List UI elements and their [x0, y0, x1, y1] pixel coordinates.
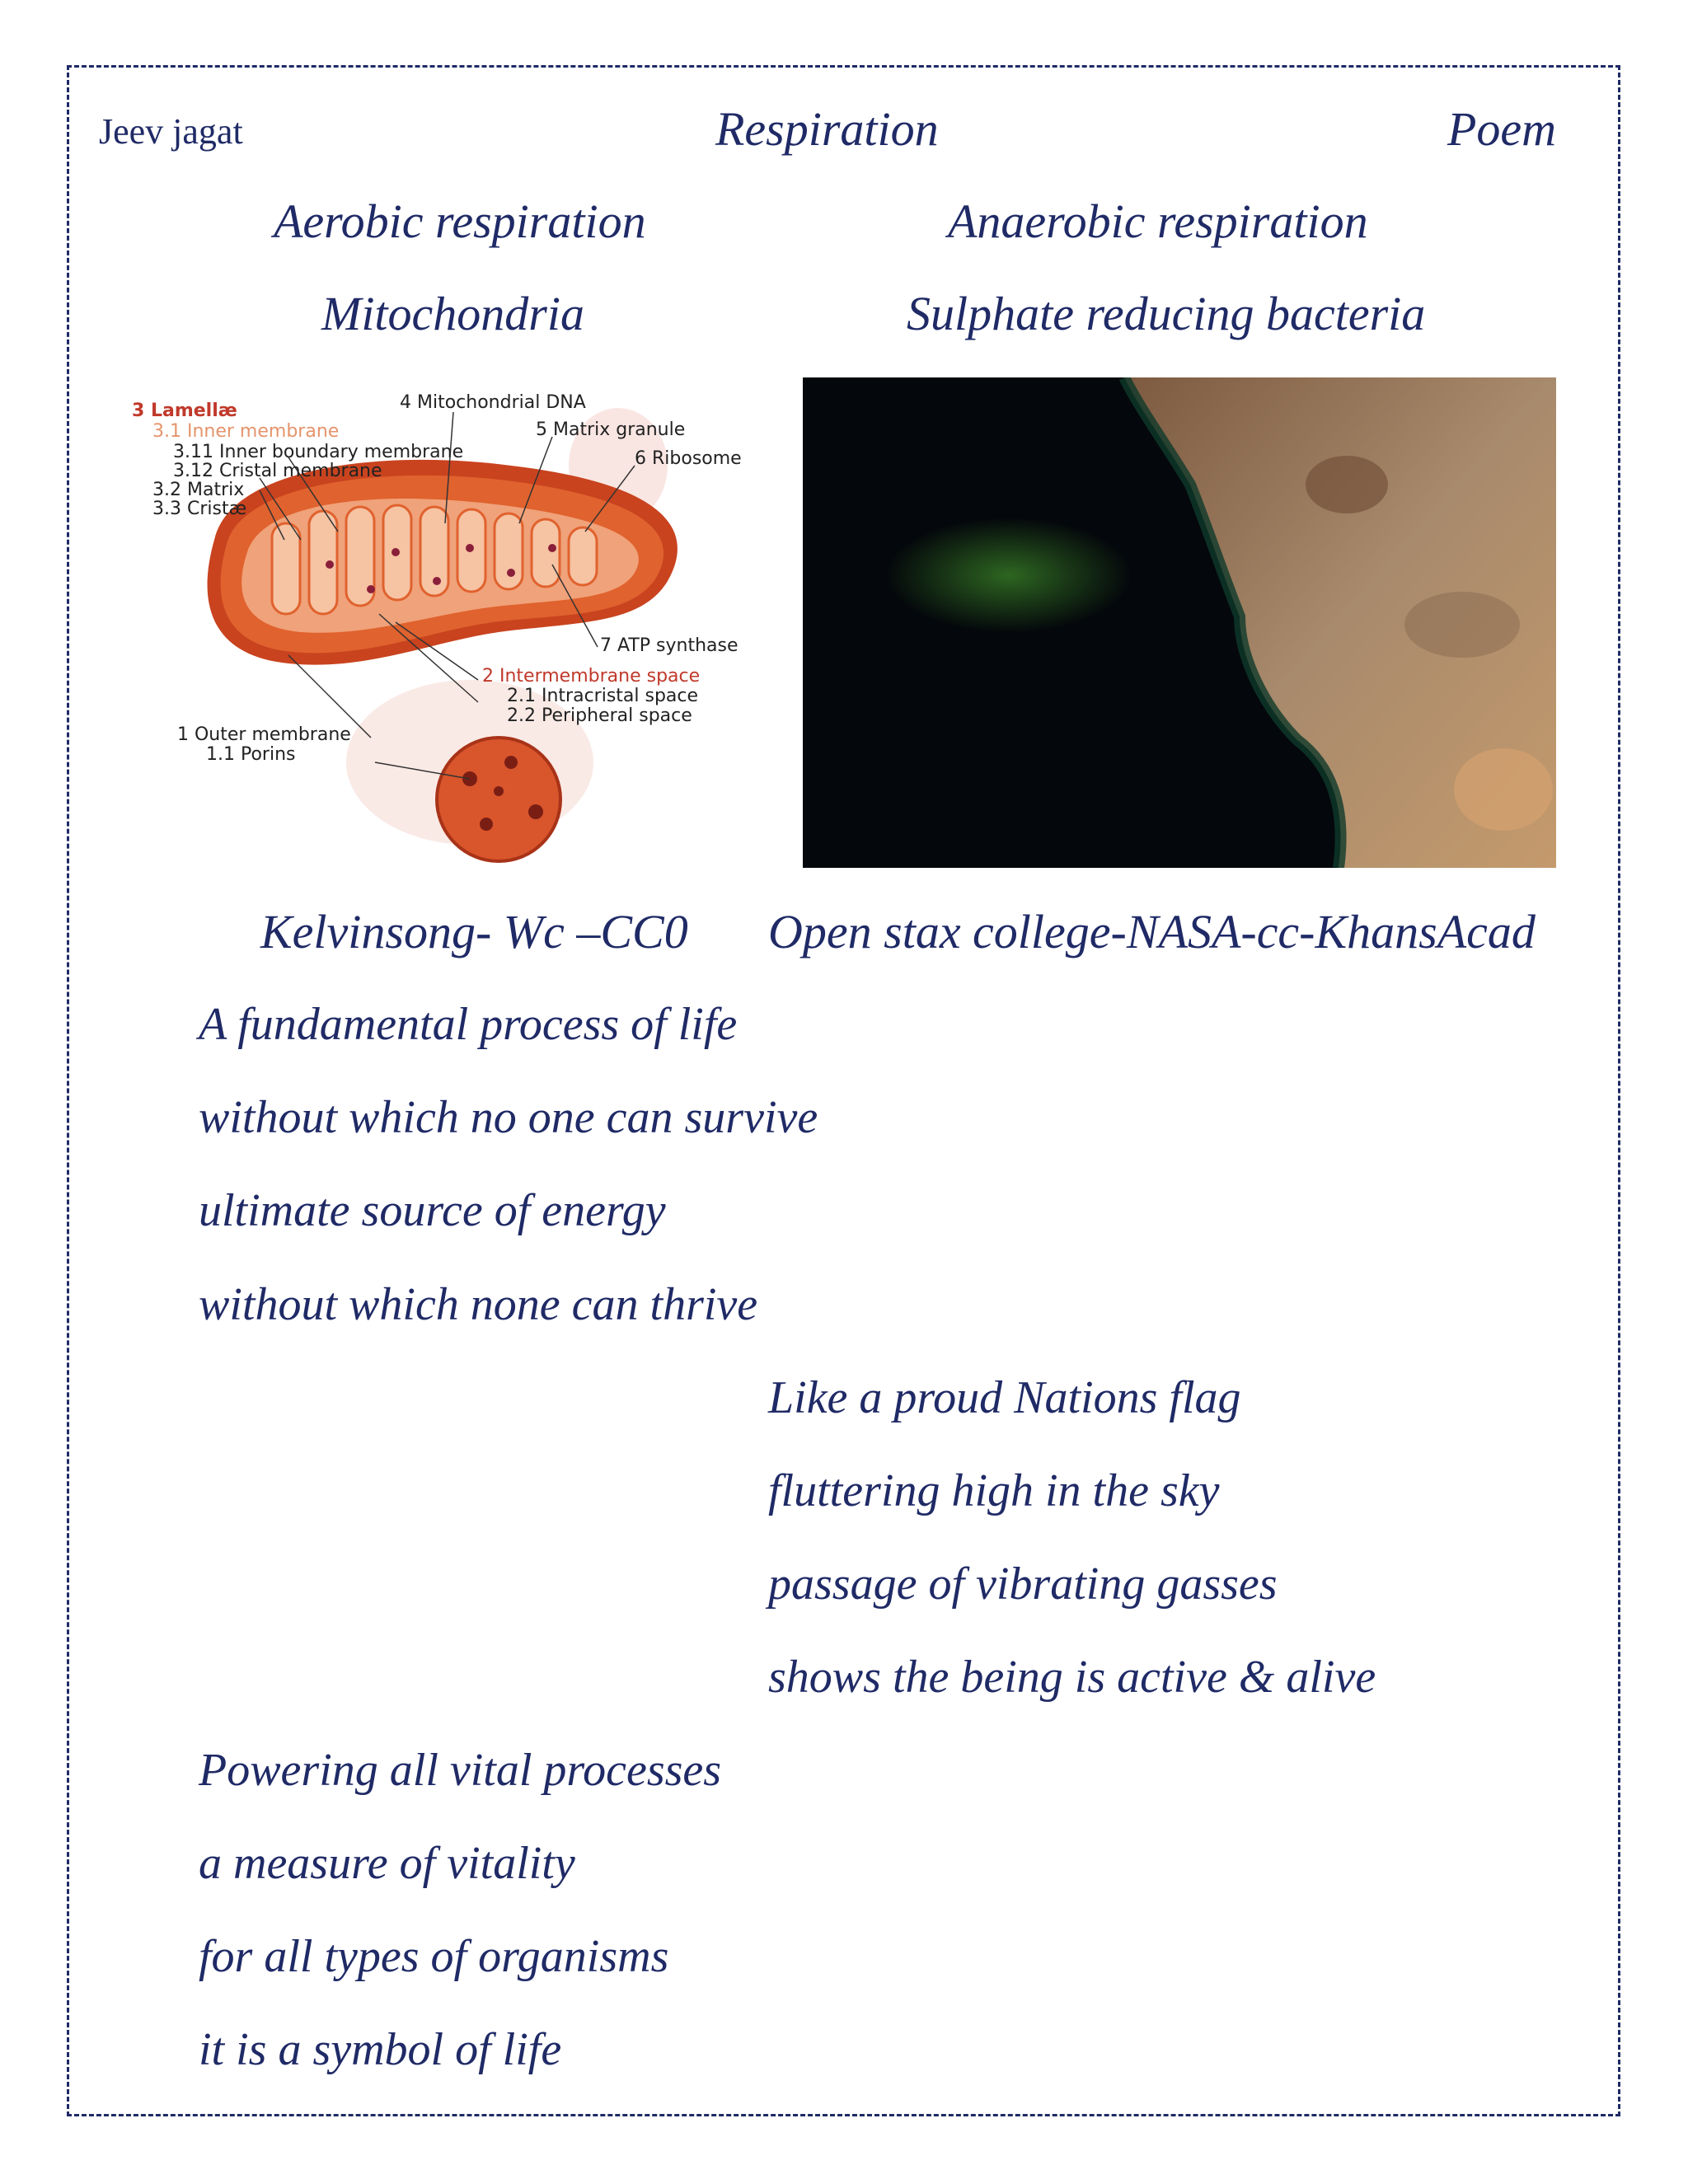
label-lamellae: 3 Lamellæ	[132, 401, 237, 421]
right-subheading: Sulphate reducing bacteria	[907, 287, 1426, 340]
poem-line: fluttering high in the sky	[768, 1465, 1220, 1516]
poem-line: Powering all vital processes	[199, 1745, 722, 1796]
header-right: Poem	[1447, 102, 1557, 156]
label-ribosome: 6 Ribosome	[635, 448, 742, 469]
mitochondria-diagram	[124, 375, 775, 865]
label-outer-membrane: 1 Outer membrane	[177, 724, 351, 745]
poem-line: passage of vibrating gasses	[768, 1558, 1278, 1610]
page-title: Respiration	[715, 102, 939, 156]
satellite-coast-image	[803, 377, 1556, 868]
left-heading: Aerobic respiration	[274, 194, 646, 248]
label-matrix: 3.2 Matrix	[152, 480, 245, 500]
page-border	[67, 65, 1620, 2116]
poem-line: without which no one can survive	[199, 1092, 818, 1143]
label-mito-dna: 4 Mitochondrial DNA	[400, 392, 586, 413]
label-cristae: 3.3 Cristæ	[152, 499, 247, 519]
credit-left: Kelvinsong- Wc –CC0	[260, 905, 688, 958]
poem-line: A fundamental process of life	[199, 999, 738, 1050]
header-left: Jeev jagat	[99, 111, 243, 152]
label-peripheral: 2.2 Peripheral space	[507, 705, 692, 726]
credit-right: Open stax college-NASA-cc-KhansAcad	[768, 905, 1536, 958]
poem-line: shows the being is active & alive	[768, 1652, 1376, 1703]
poem-line: Like a proud Nations flag	[768, 1372, 1241, 1423]
label-porins: 1.1 Porins	[206, 744, 296, 765]
label-cristal-membrane: 3.12 Cristal membrane	[173, 461, 382, 481]
right-heading: Anaerobic respiration	[948, 194, 1368, 248]
poem-line: ultimate source of energy	[199, 1185, 666, 1236]
label-atp-synthase: 7 ATP synthase	[600, 635, 738, 656]
poem-line: a measure of vitality	[199, 1838, 575, 1889]
label-inner-boundary: 3.11 Inner boundary membrane	[173, 442, 464, 462]
poem-line: without which none can thrive	[199, 1279, 758, 1330]
label-intermembrane: 2 Intermembrane space	[482, 666, 701, 687]
poem-line: it is a symbol of life	[199, 2024, 562, 2075]
label-intracristal: 2.1 Intracristal space	[507, 686, 699, 706]
label-inner-membrane: 3.1 Inner membrane	[152, 421, 340, 442]
poem-line: for all types of organisms	[199, 1931, 669, 1982]
label-matrix-granule: 5 Matrix granule	[536, 419, 686, 440]
left-subheading: Mitochondria	[321, 287, 584, 340]
